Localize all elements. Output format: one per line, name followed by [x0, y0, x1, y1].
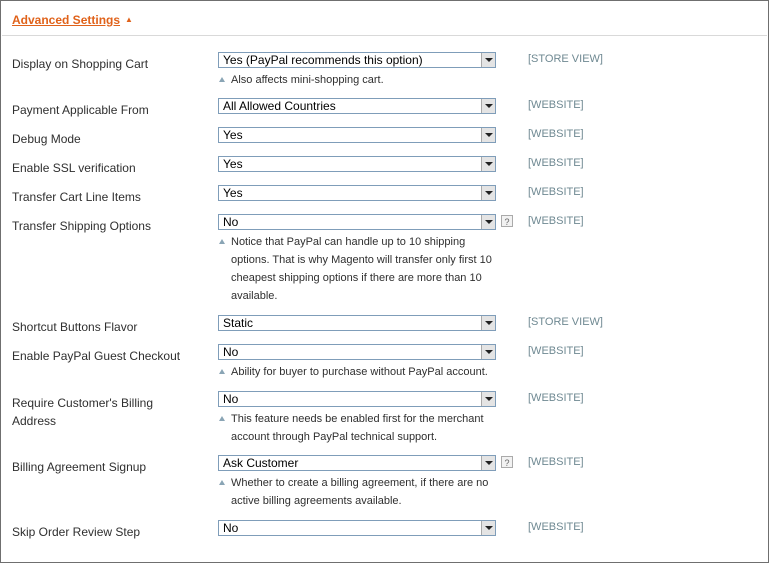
select-value: Yes (PayPal recommends this option) — [223, 53, 423, 67]
enable-paypal-guest-checkout-select[interactable] — [218, 344, 496, 360]
section-divider — [2, 35, 767, 36]
select-value: Yes — [223, 157, 243, 171]
field-label: Skip Order Review Step — [12, 525, 141, 539]
help-icon[interactable]: ? — [501, 456, 513, 468]
field-note: Whether to create a billing agreement, if there are no active billing agreements available. — [219, 474, 499, 510]
select-value: Yes — [223, 186, 243, 200]
skip-order-review-step-select[interactable] — [218, 520, 496, 536]
field-note: Notice that PayPal can handle up to 10 shipping options. That is why Magento will transfer only first 10 cheapest shipping options if there are more than 10 available. — [219, 233, 504, 305]
scope-label: [WEBSITE] — [528, 186, 584, 198]
dropdown-arrow-icon[interactable] — [481, 186, 495, 200]
select-value: Static — [223, 316, 254, 330]
help-icon[interactable]: ? — [501, 215, 513, 227]
dropdown-arrow-icon[interactable] — [481, 345, 495, 359]
scope-label: [STORE VIEW] — [528, 316, 603, 328]
scope-label: [WEBSITE] — [528, 215, 584, 227]
field-label: Payment Applicable From — [12, 103, 149, 117]
scope-label: [WEBSITE] — [528, 456, 584, 468]
scope-label: [WEBSITE] — [528, 345, 584, 357]
collapse-caret-icon: ▲ — [125, 15, 133, 24]
note-arrow-icon — [219, 239, 225, 244]
transfer-cart-line-items-select[interactable] — [218, 185, 496, 201]
scope-label: [WEBSITE] — [528, 392, 584, 404]
require-customers-billing-address-select[interactable] — [218, 391, 496, 407]
note-arrow-icon — [219, 369, 225, 374]
dropdown-arrow-icon[interactable] — [481, 521, 495, 535]
debug-mode-select[interactable] — [218, 127, 496, 143]
scope-label: [WEBSITE] — [528, 128, 584, 140]
payment-applicable-from-select[interactable] — [218, 98, 496, 114]
scope-label: [WEBSITE] — [528, 157, 584, 169]
field-label: Billing Agreement Signup — [12, 460, 147, 474]
advanced-settings-toggle[interactable] — [12, 13, 133, 27]
select-value: No — [223, 392, 239, 406]
field-label: Enable PayPal Guest Checkout — [12, 349, 181, 363]
dropdown-arrow-icon[interactable] — [481, 99, 495, 113]
dropdown-arrow-icon[interactable] — [481, 128, 495, 142]
dropdown-arrow-icon[interactable] — [481, 456, 495, 470]
select-value: No — [223, 345, 239, 359]
dropdown-arrow-icon[interactable] — [481, 215, 495, 229]
enable-ssl-verification-select[interactable] — [218, 156, 496, 172]
select-value: Yes — [223, 128, 243, 142]
field-label: Require Customer's Billing Address — [12, 396, 154, 428]
select-value: No — [223, 521, 239, 535]
field-label: Debug Mode — [12, 132, 81, 146]
field-note: Also affects mini-shopping cart. — [219, 71, 499, 89]
billing-agreement-signup-select[interactable] — [218, 455, 496, 471]
scope-label: [WEBSITE] — [528, 99, 584, 111]
field-label: Transfer Shipping Options — [12, 219, 151, 233]
field-label: Shortcut Buttons Flavor — [12, 320, 138, 334]
select-value: Ask Customer — [223, 456, 299, 470]
transfer-shipping-options-select[interactable] — [218, 214, 496, 230]
shortcut-buttons-flavor-select[interactable] — [218, 315, 496, 331]
field-label: Transfer Cart Line Items — [12, 190, 141, 204]
field-label: Enable SSL verification — [12, 161, 136, 175]
field-label: Display on Shopping Cart — [12, 57, 149, 71]
dropdown-arrow-icon[interactable] — [481, 316, 495, 330]
note-arrow-icon — [219, 480, 225, 485]
display-on-shopping-cart-select[interactable] — [218, 52, 496, 68]
dropdown-arrow-icon[interactable] — [481, 392, 495, 406]
field-note: Ability for buyer to purchase without PayPal account. — [219, 363, 499, 381]
scope-label: [STORE VIEW] — [528, 53, 603, 65]
scope-label: [WEBSITE] — [528, 521, 584, 533]
dropdown-arrow-icon[interactable] — [481, 157, 495, 171]
note-arrow-icon — [219, 416, 225, 421]
select-value: No — [223, 215, 239, 229]
note-arrow-icon — [219, 77, 225, 82]
dropdown-arrow-icon[interactable] — [481, 53, 495, 67]
select-value: All Allowed Countries — [223, 99, 336, 113]
section-title: Advanced Settings — [12, 13, 121, 27]
field-note: This feature needs be enabled first for the merchant account through PayPal technical support. — [219, 410, 499, 446]
